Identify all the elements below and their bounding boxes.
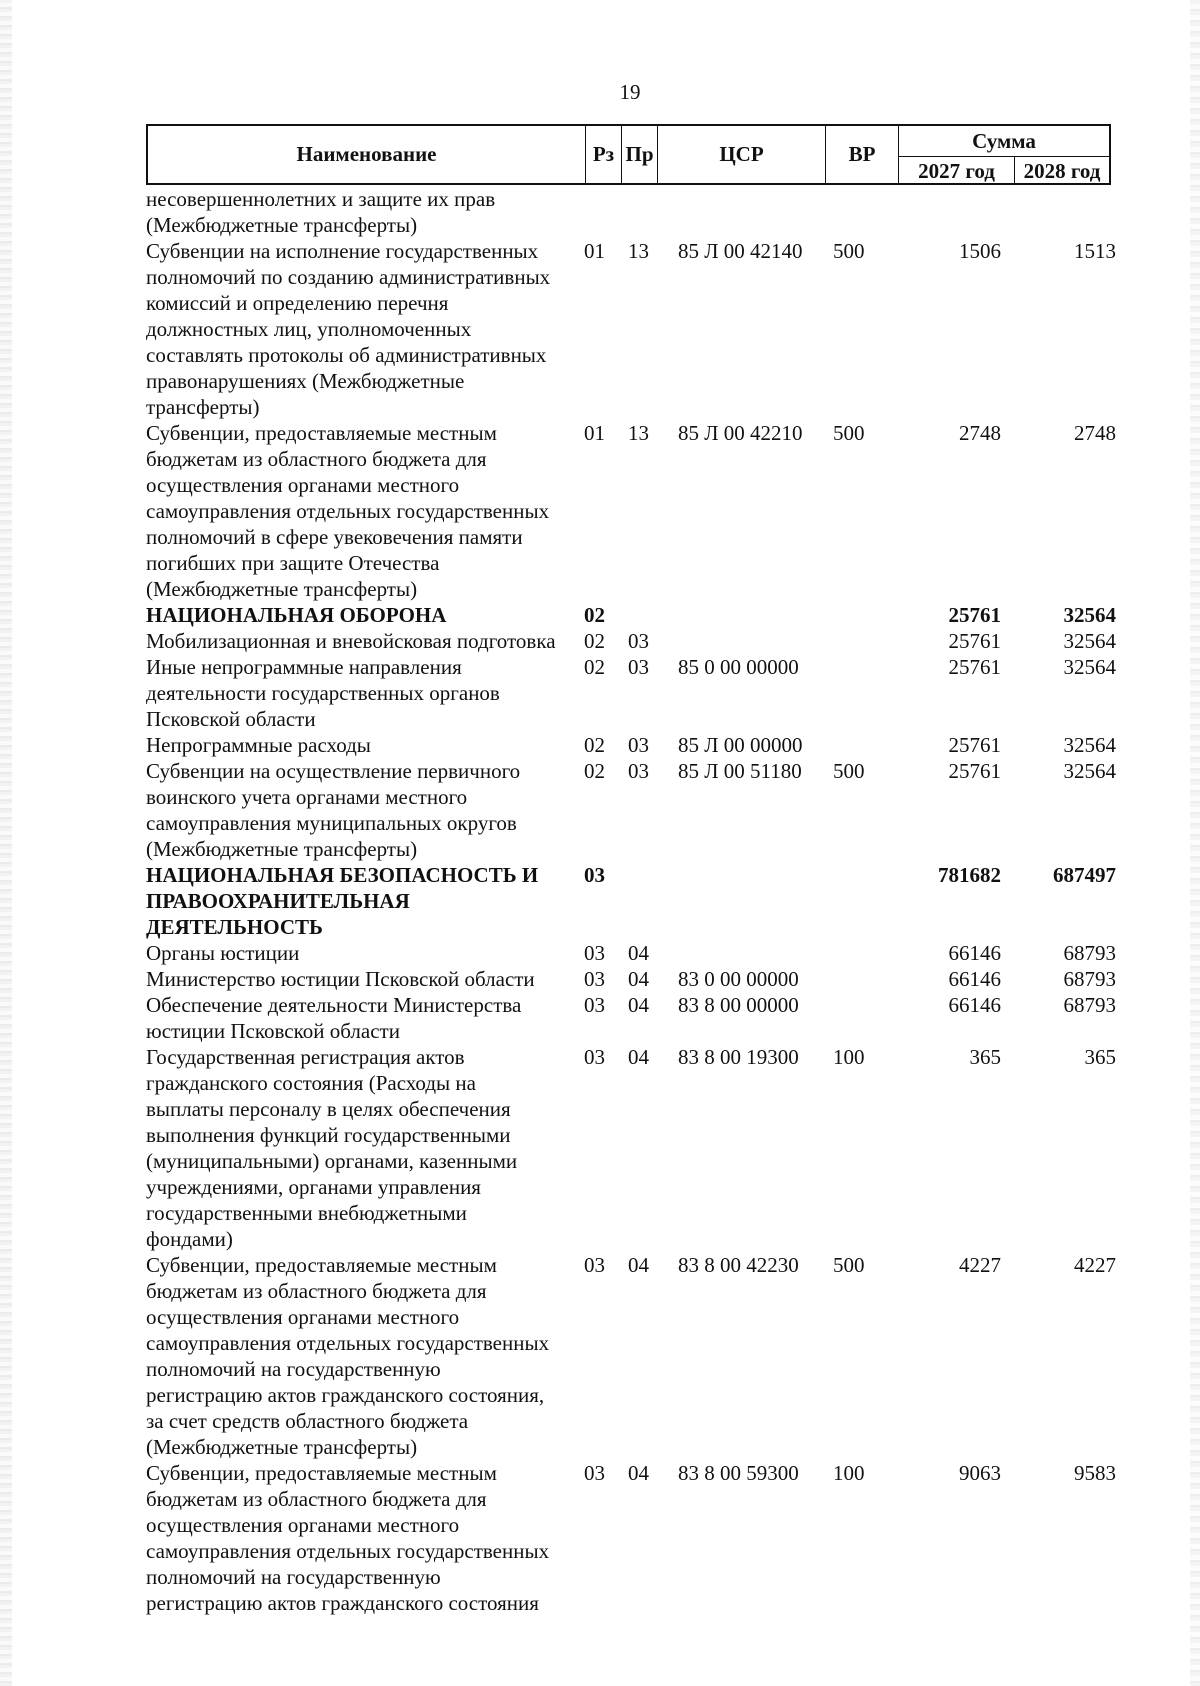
cell-2028: 9583 [1074, 1461, 1116, 1485]
cell-vr [827, 732, 899, 758]
cell-name-line: (муниципальными) органами, казенными [146, 1149, 518, 1173]
cell-2027: 365 [969, 1045, 1001, 1069]
cell-pr: 04 [628, 1253, 649, 1277]
cell-name-line: самоуправления муниципальных округов [146, 811, 517, 835]
cell-2028: 32564 [1063, 603, 1116, 627]
cell-csr: 83 8 00 00000 [678, 993, 799, 1017]
cell-csr: 83 8 00 59300 [678, 1461, 799, 1485]
cell-2028: 32564 [1063, 733, 1116, 757]
cell-2028 [1013, 186, 1116, 238]
cell-name-line: фондами) [146, 1227, 233, 1251]
cell-name-line: Обеспечение деятельности Министерства [146, 993, 522, 1017]
cell-2027: 4227 [959, 1253, 1001, 1277]
table-row [146, 758, 1116, 862]
cell-name-line: полномочий на государственную [146, 1565, 441, 1589]
cell-vr [827, 966, 899, 992]
cell-2027: 25761 [948, 655, 1001, 679]
table-row [146, 940, 1116, 966]
cell-2027: 66146 [948, 967, 1001, 991]
cell-2028: 365 [1084, 1045, 1116, 1069]
cell-name [146, 628, 576, 654]
cell-name-line: юстиции Псковской области [146, 1019, 400, 1043]
cell-2027 [899, 186, 1013, 238]
cell-name-line: комиссий и определению перечня [146, 291, 449, 315]
cell-name [146, 654, 576, 732]
cell-csr: 85 Л 00 42210 [678, 421, 803, 445]
header-csr: ЦСР [658, 126, 826, 183]
cell-csr [666, 602, 827, 628]
cell-rz: 03 [584, 941, 605, 965]
cell-name [146, 732, 576, 758]
cell-pr: 03 [628, 655, 649, 679]
cell-name-line: НАЦИОНАЛЬНАЯ БЕЗОПАСНОСТЬ И [146, 863, 539, 887]
cell-2028: 32564 [1063, 759, 1116, 783]
cell-rz: 03 [584, 863, 605, 887]
cell-pr: 04 [628, 993, 649, 1017]
cell-name-line: ПРАВООХРАНИТЕЛЬНАЯ [146, 889, 410, 913]
scan-edge-right [1190, 0, 1200, 1686]
cell-name [146, 1252, 576, 1460]
cell-name-line: самоуправления отдельных государственных [146, 499, 550, 523]
table-row [146, 1460, 1116, 1616]
cell-csr: 85 0 00 00000 [678, 655, 799, 679]
cell-name-line: Субвенции, предоставляемые местным [146, 1461, 497, 1485]
table-row [146, 238, 1116, 420]
cell-2028: 68793 [1063, 941, 1116, 965]
cell-name-line: осуществления органами местного [146, 1513, 460, 1537]
table-row [146, 992, 1116, 1044]
cell-vr [827, 602, 899, 628]
cell-vr [827, 940, 899, 966]
cell-name-line: трансферты) [146, 395, 260, 419]
cell-rz: 03 [584, 1045, 605, 1069]
cell-name-line: (Межбюджетные трансферты) [146, 577, 418, 601]
cell-name-line: погибших при защите Отечества [146, 551, 440, 575]
cell-name-line: Государственная регистрация актов [146, 1045, 465, 1069]
cell-pr: 03 [628, 629, 649, 653]
cell-name [146, 862, 576, 940]
cell-name-line: регистрацию актов гражданского состояния, [146, 1383, 545, 1407]
cell-name-line: полномочий на государственную [146, 1357, 441, 1381]
cell-2027: 25761 [948, 603, 1001, 627]
cell-name-line: Мобилизационная и вневойсковая подготовка [146, 629, 556, 653]
cell-2028: 68793 [1063, 993, 1116, 1017]
scan-edge-left [0, 0, 12, 1686]
table-row [146, 1252, 1116, 1460]
cell-name-line: составлять протоколы об административных [146, 343, 547, 367]
cell-rz [576, 186, 624, 238]
cell-rz: 02 [584, 655, 605, 679]
header-year-2028: 2028 год [1023, 158, 1101, 183]
cell-name [146, 1044, 576, 1252]
cell-name-line: Непрограммные расходы [146, 733, 371, 757]
cell-rz: 03 [584, 1253, 605, 1277]
table-header [146, 124, 1111, 185]
cell-vr [827, 628, 899, 654]
cell-pr [624, 862, 666, 940]
cell-name-line: должностных лиц, уполномоченных [146, 317, 472, 341]
cell-rz: 02 [584, 733, 605, 757]
table-row [146, 654, 1116, 732]
cell-vr [827, 992, 899, 1044]
cell-pr: 13 [628, 239, 649, 263]
cell-csr: 85 Л 00 51180 [678, 759, 802, 783]
cell-name-line: Псковской области [146, 707, 316, 731]
header-rz: Рз [586, 126, 622, 183]
cell-csr [666, 940, 827, 966]
cell-name-line: воинского учета органами местного [146, 785, 468, 809]
cell-vr: 500 [833, 759, 865, 783]
cell-name-line: осуществления органами местного [146, 1305, 460, 1329]
cell-name-line: Субвенции, предоставляемые местным [146, 1253, 497, 1277]
cell-pr: 04 [628, 1045, 649, 1069]
cell-csr [666, 628, 827, 654]
cell-name-line: гражданского состояния (Расходы на [146, 1071, 476, 1095]
cell-pr [624, 186, 666, 238]
table-row [146, 420, 1116, 602]
cell-name-line: выплаты персоналу в целях обеспечения [146, 1097, 511, 1121]
cell-name-line: Субвенции, предоставляемые местным [146, 421, 497, 445]
cell-name-line: Иные непрограммные направления [146, 655, 462, 679]
cell-pr: 04 [628, 941, 649, 965]
cell-name-line: полномочий по созданию административных [146, 265, 551, 289]
cell-name [146, 758, 576, 862]
cell-name [146, 940, 576, 966]
cell-rz: 01 [584, 421, 605, 445]
table-body [146, 186, 1116, 1616]
cell-name-line: бюджетам из областного бюджета для [146, 447, 487, 471]
table-row [146, 966, 1116, 992]
cell-2027: 781682 [938, 863, 1001, 887]
cell-name-line: (Межбюджетные трансферты) [146, 837, 418, 861]
cell-name-line: бюджетам из областного бюджета для [146, 1487, 487, 1511]
header-pr: Пр [622, 126, 658, 183]
cell-name-line: государственными внебюджетными [146, 1201, 467, 1225]
cell-csr [666, 186, 827, 238]
cell-2027: 25761 [948, 629, 1001, 653]
cell-2028: 32564 [1063, 629, 1116, 653]
cell-name-line: правонарушениях (Межбюджетные [146, 369, 465, 393]
cell-rz: 02 [584, 759, 605, 783]
cell-name [146, 186, 576, 238]
cell-name [146, 1460, 576, 1616]
cell-csr: 83 8 00 19300 [678, 1045, 799, 1069]
table-row [146, 602, 1116, 628]
cell-name-line: за счет средств областного бюджета [146, 1409, 469, 1433]
cell-name-line: несовершеннолетних и защите их прав [146, 187, 496, 211]
cell-rz: 01 [584, 239, 605, 263]
cell-2028: 1513 [1074, 239, 1116, 263]
cell-2028: 32564 [1063, 655, 1116, 679]
page-number: 19 [619, 80, 641, 104]
header-sum-group [899, 126, 1109, 183]
cell-rz: 03 [584, 1461, 605, 1485]
cell-name-line: регистрацию актов гражданского состояния [146, 1591, 539, 1615]
cell-vr: 500 [833, 1253, 865, 1277]
cell-2027: 1506 [959, 239, 1001, 263]
cell-name-line: выполнения функций государственными [146, 1123, 511, 1147]
cell-name-line: Органы юстиции [146, 941, 300, 965]
cell-csr [666, 862, 827, 940]
table-row [146, 628, 1116, 654]
cell-vr [827, 862, 899, 940]
cell-name-line: полномочий в сфере увековечения памяти [146, 525, 523, 549]
cell-pr: 13 [628, 421, 649, 445]
cell-name-line: (Межбюджетные трансферты) [146, 1435, 418, 1459]
cell-name [146, 966, 576, 992]
cell-name-line: учреждениями, органами управления [146, 1175, 481, 1199]
cell-2028: 2748 [1074, 421, 1116, 445]
cell-csr: 83 8 00 42230 [678, 1253, 799, 1277]
cell-vr: 100 [833, 1461, 865, 1485]
cell-name-line: самоуправления отдельных государственных [146, 1331, 550, 1355]
cell-2027: 2748 [959, 421, 1001, 445]
cell-name-line: бюджетам из областного бюджета для [146, 1279, 487, 1303]
cell-pr: 04 [628, 967, 649, 991]
cell-vr [827, 654, 899, 732]
cell-2027: 9063 [959, 1461, 1001, 1485]
cell-name [146, 992, 576, 1044]
cell-2027: 25761 [948, 759, 1001, 783]
header-year-2027: 2027 год [899, 157, 1015, 185]
cell-name-line: Субвенции на осуществление первичного [146, 759, 521, 783]
cell-name-line: Министерство юстиции Псковской области [146, 967, 535, 991]
cell-name-line: ДЕЯТЕЛЬНОСТЬ [146, 915, 323, 939]
cell-rz: 03 [584, 967, 605, 991]
cell-rz: 02 [584, 629, 605, 653]
cell-name-line: деятельности государственных органов [146, 681, 500, 705]
cell-name-line: (Межбюджетные трансферты) [146, 213, 418, 237]
cell-csr: 85 Л 00 42140 [678, 239, 803, 263]
cell-csr: 83 0 00 00000 [678, 967, 799, 991]
cell-pr: 03 [628, 733, 649, 757]
cell-rz: 02 [584, 603, 605, 627]
cell-name-line: самоуправления отдельных государственных [146, 1539, 550, 1563]
cell-vr: 100 [833, 1045, 865, 1069]
cell-2027: 25761 [948, 733, 1001, 757]
cell-pr: 04 [628, 1461, 649, 1485]
cell-name [146, 420, 576, 602]
table-row [146, 862, 1116, 940]
cell-name [146, 238, 576, 420]
header-vr: ВР [826, 126, 899, 183]
cell-name-line: осуществления органами местного [146, 473, 460, 497]
cell-vr [827, 186, 899, 238]
cell-name [146, 602, 576, 628]
cell-csr: 85 Л 00 00000 [678, 733, 803, 757]
cell-rz: 03 [584, 993, 605, 1017]
cell-2027: 66146 [948, 993, 1001, 1017]
cell-name-line: НАЦИОНАЛЬНАЯ ОБОРОНА [146, 603, 447, 627]
cell-2027: 66146 [948, 941, 1001, 965]
table-row [146, 732, 1116, 758]
cell-name-line: Субвенции на исполнение государственных [146, 239, 539, 263]
header-sum: Сумма [899, 126, 1109, 157]
cell-vr: 500 [833, 421, 865, 445]
table-row [146, 186, 1116, 238]
cell-2028: 68793 [1063, 967, 1116, 991]
cell-2028: 4227 [1074, 1253, 1116, 1277]
cell-pr [624, 602, 666, 628]
cell-vr: 500 [833, 239, 865, 263]
cell-pr: 03 [628, 759, 649, 783]
table-row [146, 1044, 1116, 1252]
header-name: Наименование [148, 126, 586, 183]
cell-2028: 687497 [1053, 863, 1116, 887]
